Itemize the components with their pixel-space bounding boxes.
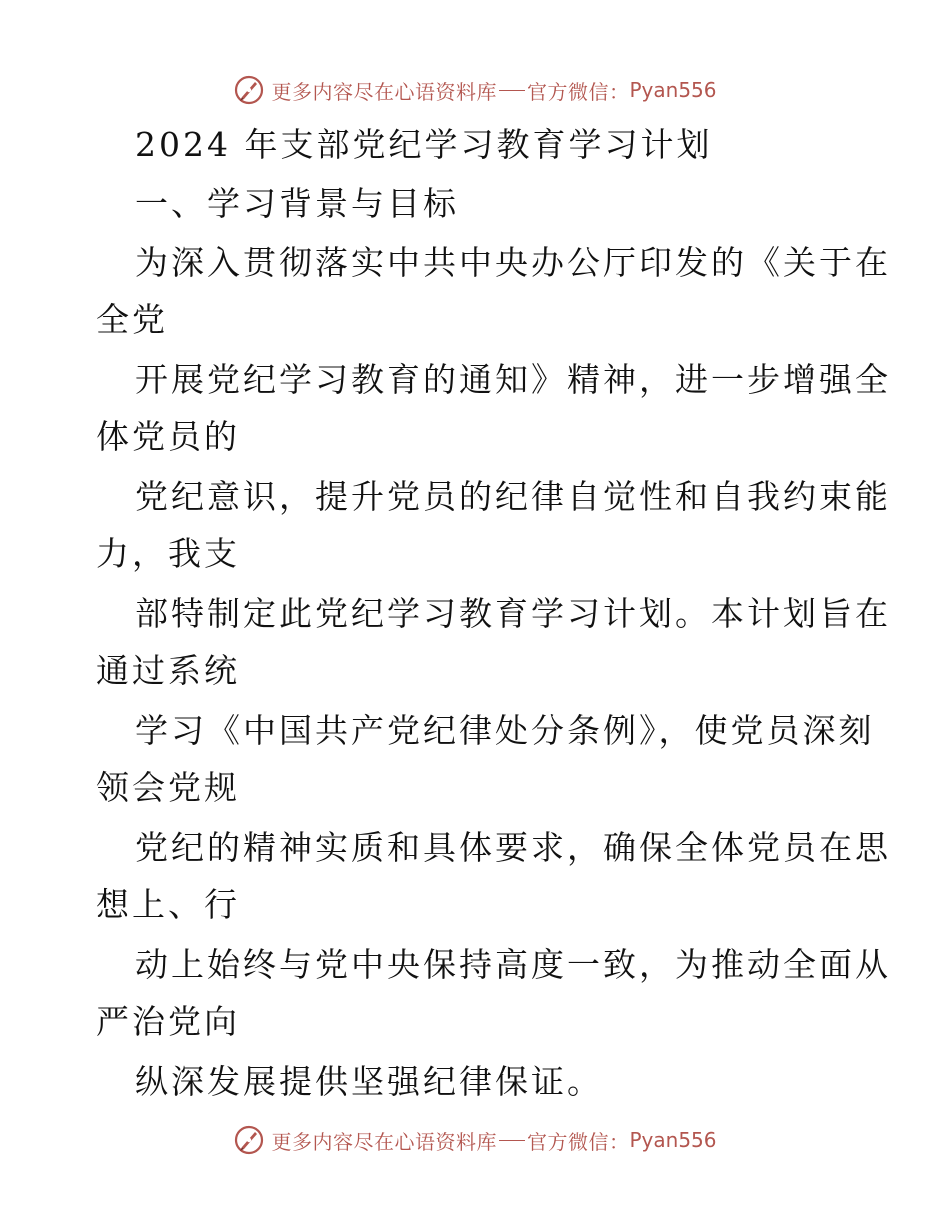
- watermark-cn-text: 更多内容尽在心语资料库: [271, 79, 497, 104]
- quill-pen-logo-icon: [233, 1124, 265, 1156]
- watermark-cn-text: 更多内容尽在心语资料库: [271, 1129, 497, 1154]
- paragraph-line: 力，我支: [96, 534, 240, 573]
- paragraph-line: 党纪意识，提升党员的纪律自觉性和自我约束能: [135, 477, 891, 516]
- paragraph-line: 全党: [96, 300, 168, 339]
- watermark-official-label: 官方微信：: [526, 1129, 630, 1154]
- quill-pen-logo-icon: [233, 74, 265, 106]
- paragraph-line: 领会党规: [96, 768, 240, 807]
- watermark-dash: [499, 1140, 525, 1141]
- watermark-official-label: 官方微信：: [526, 79, 630, 104]
- paragraph-line: 党纪的精神实质和具体要求，确保全体党员在思: [135, 828, 891, 867]
- section-heading: 一、学习背景与目标: [135, 184, 459, 223]
- paragraph-line: 学习《中国共产党纪律处分条例》，使党员深刻: [135, 711, 875, 750]
- paragraph-line: 开展党纪学习教育的通知》精神，进一步增强全: [135, 360, 891, 399]
- paragraph-line: 动上始终与党中央保持高度一致，为推动全面从: [135, 945, 891, 984]
- paragraph-line: 部特制定此党纪学习教育学习计划。本计划旨在: [135, 594, 891, 633]
- watermark-account: Pyan556: [629, 1128, 717, 1152]
- paragraph-line: 体党员的: [96, 417, 240, 456]
- watermark-footer: [0, 1120, 950, 1160]
- watermark-header: [0, 70, 950, 110]
- watermark-account: Pyan556: [629, 78, 717, 102]
- paragraph-line: 想上、行: [96, 885, 240, 924]
- paragraph-line: 通过系统: [96, 651, 240, 690]
- paragraph-line: 严治党向: [96, 1002, 240, 1041]
- paragraph-line: 为深入贯彻落实中共中央办公厅印发的《关于在: [135, 243, 891, 282]
- watermark-dash: [499, 90, 525, 91]
- document-title: 2024 年支部党纪学习教育学习计划: [135, 125, 713, 164]
- paragraph-line: 纵深发展提供坚强纪律保证。: [135, 1062, 603, 1101]
